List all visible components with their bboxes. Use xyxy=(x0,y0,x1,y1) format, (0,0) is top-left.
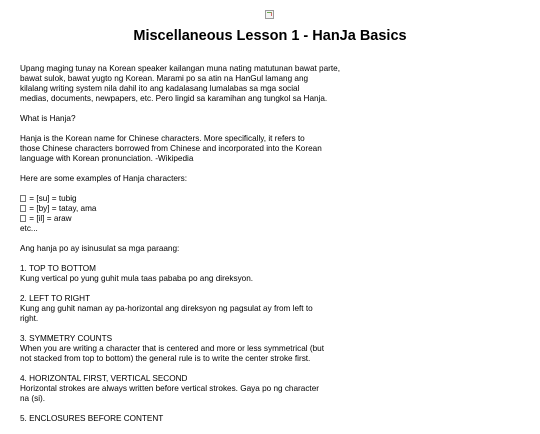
question-paragraph xyxy=(20,114,520,124)
rule-item xyxy=(20,374,520,404)
hanja-glyph-icon xyxy=(20,215,26,222)
rule-item xyxy=(20,294,520,324)
page-title: Miscellaneous Lesson 1 - HanJa Basics xyxy=(133,28,407,44)
rules-heading: Ang hanja po ay isinusulat sa mga paraang: xyxy=(20,244,180,253)
question-text: What is Hanja? xyxy=(20,114,76,123)
example-item: = [by] = tatay, ama xyxy=(20,204,520,214)
intro-line: medias, documents, newpapers, etc. Pero lingid sa karamihan ang tungkol sa Hanja. xyxy=(20,94,328,103)
rule-line: not stacked from top to bottom) the general rule is to write the center stroke first. xyxy=(20,354,311,363)
definition-paragraph xyxy=(20,134,520,164)
rule-title: 1. TOP TO BOTTOM xyxy=(20,264,96,273)
rule-title: 2. LEFT TO RIGHT xyxy=(20,294,91,303)
rule-line: When you are writing a character that is centered and more or less symmetrical (but xyxy=(20,344,324,353)
definition-line: Hanja is the Korean name for Chinese characters. More specifically, it refers to xyxy=(20,134,305,143)
intro-paragraph xyxy=(20,64,520,104)
rule-line: na (si). xyxy=(20,394,46,403)
rule-line: Kung ang guhit naman ay pa-horizontal ang direksyon ng pagsulat ay from left to xyxy=(20,304,313,313)
hanja-glyph-icon xyxy=(20,205,26,212)
example-item: = [il] = araw xyxy=(20,214,520,224)
example-item: = [su] = tubig xyxy=(20,194,520,204)
definition-line: those Chinese characters borrowed from Chinese and incorporated into the Korean xyxy=(20,144,322,153)
intro-line: kilalang writing system nila dahil ito ang kadalasang lumalabas sa mga social xyxy=(20,84,300,93)
rule-title: 4. HORIZONTAL FIRST, VERTICAL SECOND xyxy=(20,374,188,383)
examples-heading: Here are some examples of Hanja characters: xyxy=(20,174,188,183)
rule-item xyxy=(20,264,520,284)
rule-title: 3. SYMMETRY COUNTS xyxy=(20,334,113,343)
example-item: etc... xyxy=(20,224,38,233)
examples-list xyxy=(20,194,520,234)
article-body xyxy=(20,64,520,434)
rule-item xyxy=(20,414,520,424)
rule-line: right. xyxy=(20,314,39,323)
rule-line: Kung vertical po yung guhit mula taas pababa po ang direksyon. xyxy=(20,274,254,283)
rule-item xyxy=(20,334,520,364)
intro-line: Upang maging tunay na Korean speaker kailangan muna nating matutunan bawat parte, xyxy=(20,64,340,73)
rule-line: Horizontal strokes are always written before vertical strokes. Gaya po ng character xyxy=(20,384,319,393)
hanja-glyph-icon xyxy=(20,195,26,202)
examples-heading-paragraph xyxy=(20,174,520,184)
intro-line: bawat sulok, bawat yugto ng Korean. Marami po sa atin na HanGul lamang ang xyxy=(20,74,309,83)
definition-line: language with Korean pronunciation. -Wikipedia xyxy=(20,154,194,163)
broken-image-icon xyxy=(265,10,274,19)
rules-heading-paragraph xyxy=(20,244,520,254)
rule-title: 5. ENCLOSURES BEFORE CONTENT xyxy=(20,414,164,423)
